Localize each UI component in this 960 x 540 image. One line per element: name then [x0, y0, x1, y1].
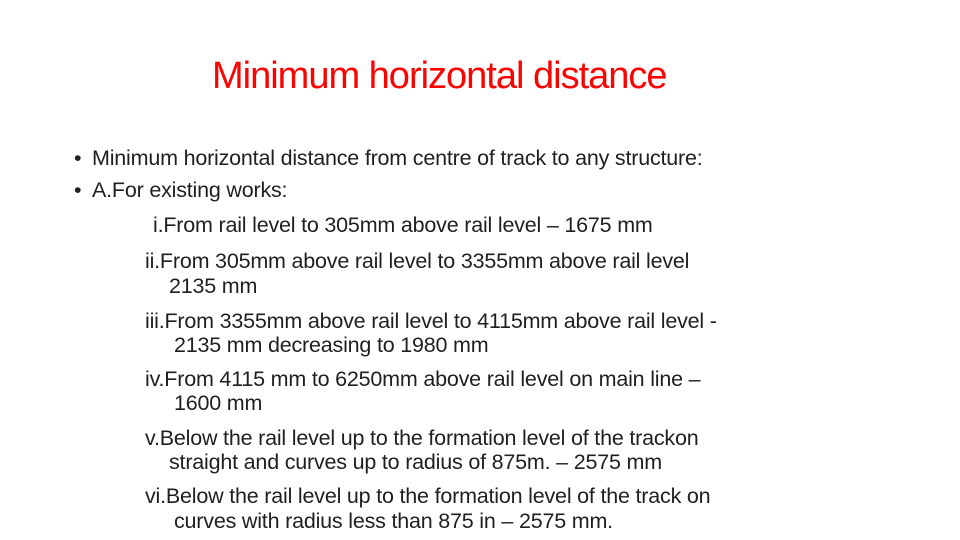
- sub-item-continuation: 2135 mm decreasing to 1980 mm: [174, 333, 489, 357]
- sub-item-continuation: straight and curves up to radius of 875m. – 2575 mm: [169, 450, 662, 474]
- sub-item-line: v.Below the rail level up to the formation level of the trackon: [145, 426, 699, 450]
- bullet-dot-icon: •: [74, 146, 82, 170]
- slide-title: Minimum horizontal distance: [212, 55, 667, 97]
- bullet-dot-icon: •: [74, 178, 82, 202]
- sub-item-line: iii.From 3355mm above rail level to 4115mm above rail level -: [145, 309, 717, 333]
- bullet-item: [74, 146, 703, 170]
- sub-item-line: vi.Below the rail level up to the formation level of the track on: [145, 484, 711, 508]
- sub-item-line: ii.From 305mm above rail level to 3355mm above rail level: [145, 249, 690, 273]
- sub-item-line: i.From rail level to 305mm above rail level – 1675 mm: [153, 213, 653, 237]
- bullet-text: A.For existing works:: [92, 178, 288, 202]
- sub-item-continuation: 2135 mm: [169, 274, 258, 298]
- sub-item-line: iv.From 4115 mm to 6250mm above rail level on main line –: [145, 367, 701, 391]
- bullet-item: [74, 178, 287, 202]
- bullet-text: Minimum horizontal distance from centre of track to any structure:: [92, 146, 703, 170]
- sub-item-continuation: curves with radius less than 875 in – 2575 mm.: [174, 509, 613, 533]
- sub-item-continuation: 1600 mm: [174, 391, 263, 415]
